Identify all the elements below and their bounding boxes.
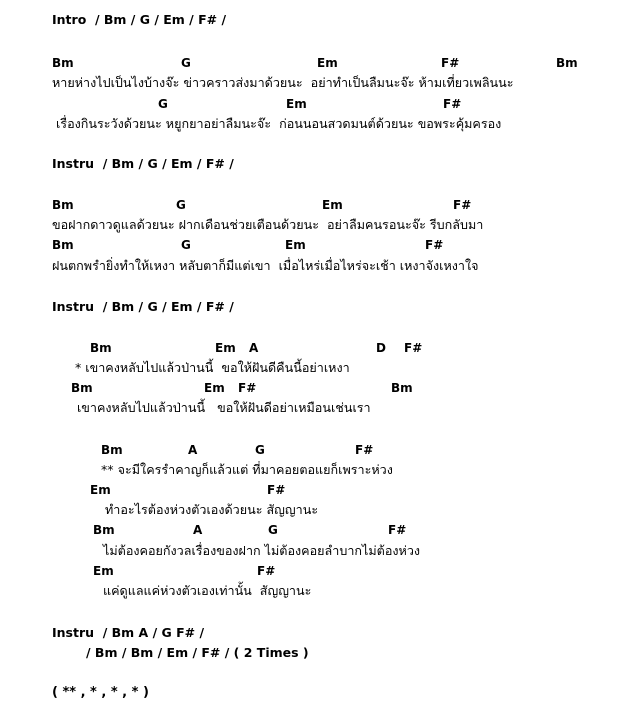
- chord: F#: [443, 97, 462, 111]
- chord: G: [181, 238, 191, 252]
- chord: Bm: [71, 381, 93, 395]
- chord: A: [188, 443, 198, 457]
- instru-line-3a: Instru / Bm A / G F# /: [52, 625, 205, 640]
- chord: Em: [317, 56, 338, 70]
- intro-line: Intro / Bm / G / Em / F# /: [52, 12, 227, 27]
- verse2-line1-lyric: ขอฝากดาวดูแลด้วยนะ ฝากเดือนช่วยเตือนด้วยนะ อย่าลืมคนรอนะจ๊ะ รีบกลับมา: [52, 217, 484, 232]
- chord: F#: [453, 198, 472, 212]
- chord: G: [158, 97, 168, 111]
- chord: Bm: [52, 56, 74, 70]
- chorus1-line1-lyric: * เขาคงหลับไปแล้วป่านนี้ ขอให้ฝันดีคืนนี้อย่าเหงา: [75, 360, 350, 375]
- chord: Em: [285, 238, 306, 252]
- chord: Em: [322, 198, 343, 212]
- verse1-line1-lyric: หายห่างไปเป็นไงบ้างจ๊ะ ข่าวคราวส่งมาด้วยนะ อย่าทำเป็นลืมนะจ๊ะ ห้ามเที่ยวเพลินนะ: [52, 75, 514, 90]
- chord: G: [181, 56, 191, 70]
- chorus1-line2-lyric: เขาคงหลับไปแล้วป่านนี้ ขอให้ฝันดีอย่าเหมือนเช่นเรา: [77, 400, 371, 415]
- verse1-line2-lyric: เรื่องกินระวังด้วยนะ หยูกยาอย่าลืมนะจ๊ะ ก่อนนอนสวดมนต์ด้วยนะ ขอพระคุ้มครอง: [56, 116, 502, 131]
- chord: Em: [90, 483, 111, 497]
- chord: Bm: [391, 381, 413, 395]
- chord: Bm: [90, 341, 112, 355]
- chord: F#: [425, 238, 444, 252]
- chord: F#: [388, 523, 407, 537]
- chord: Em: [93, 564, 114, 578]
- chord: Bm: [52, 238, 74, 252]
- chord: G: [268, 523, 278, 537]
- chord: Em: [215, 341, 236, 355]
- chord: Bm: [556, 56, 578, 70]
- chorus2-line4-lyric: แค่ดูแลแค่ห่วงตัวเองเท่านั้น สัญญานะ: [103, 583, 312, 598]
- verse2-line2-lyric: ฝนตกพรำยิ่งทำให้เหงา หลับตาก็มีแต่เขา เมื่อไหร่เมื่อไหร่จะเช้า เหงาจังเหงาใจ: [52, 258, 479, 273]
- chord: Bm: [101, 443, 123, 457]
- chorus2-line2-lyric: ทำอะไรต้องห่วงตัวเองด้วยนะ สัญญานะ: [105, 502, 319, 517]
- chord: A: [249, 341, 259, 355]
- instru-line-3b: / Bm / Bm / Em / F# / ( 2 Times ): [86, 645, 309, 660]
- play-order: ( ** , * , * , * ): [52, 685, 149, 700]
- chorus2-line3-lyric: ไม่ต้องคอยกังวลเรื่องของฝาก ไม่ต้องคอยลำบากไม่ต้องห่วง: [103, 543, 421, 558]
- chord: F#: [238, 381, 257, 395]
- chord: Em: [204, 381, 225, 395]
- chord: D: [376, 341, 386, 355]
- instru-line-1: Instru / Bm / G / Em / F# /: [52, 156, 234, 171]
- chord: F#: [404, 341, 423, 355]
- chord: Em: [286, 97, 307, 111]
- chord: F#: [355, 443, 374, 457]
- chorus2-line1-lyric: ** จะมีใครรำคาญก็แล้วแต่ ที่มาคอยตอแยก็เพราะห่วง: [101, 462, 393, 477]
- chord: F#: [441, 56, 460, 70]
- chord: Bm: [52, 198, 74, 212]
- chord: G: [255, 443, 265, 457]
- instru-line-2: Instru / Bm / G / Em / F# /: [52, 299, 234, 314]
- chord: A: [193, 523, 203, 537]
- chord: F#: [267, 483, 286, 497]
- chord: G: [176, 198, 186, 212]
- chord: F#: [257, 564, 276, 578]
- chord: Bm: [93, 523, 115, 537]
